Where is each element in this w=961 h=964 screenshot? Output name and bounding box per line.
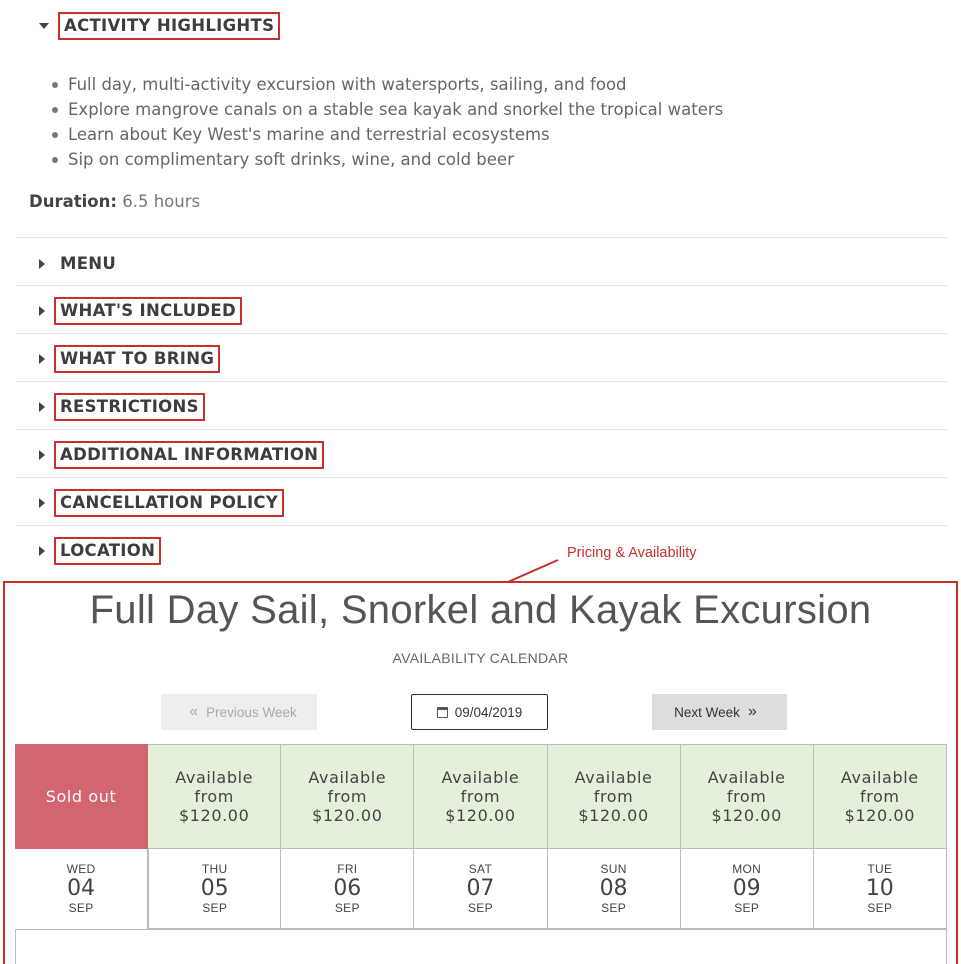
caret-right-icon: [39, 450, 45, 460]
status-text: from: [726, 787, 767, 806]
day-number: 06: [333, 875, 362, 901]
section-what-to-bring[interactable]: [39, 345, 220, 373]
day-date[interactable]: [814, 849, 947, 929]
section-additional-information[interactable]: [39, 441, 324, 469]
annotation-label: Pricing & Availability: [567, 545, 697, 561]
price: $120.00: [711, 806, 782, 825]
previous-week-button[interactable]: [161, 694, 317, 730]
day-of-week: TUE: [867, 861, 893, 876]
availability-message-panel: [15, 929, 947, 964]
price: $120.00: [578, 806, 649, 825]
month: SEP: [202, 900, 228, 915]
day-status-sold-out: [15, 744, 148, 849]
status-text: from: [327, 787, 368, 806]
day-of-week: SUN: [600, 861, 627, 876]
day-date[interactable]: [681, 849, 814, 929]
status-text: from: [194, 787, 234, 806]
previous-week-label: Previous Week: [206, 704, 297, 720]
section-label: RESTRICTIONS: [54, 393, 205, 421]
day-status-available[interactable]: [148, 744, 281, 849]
day-status-available[interactable]: [281, 744, 414, 849]
activity-highlights-toggle[interactable]: [39, 12, 280, 40]
day-of-week: THU: [201, 861, 228, 876]
day-number: 07: [466, 875, 495, 901]
day-date[interactable]: [548, 849, 681, 929]
status-text: Available: [840, 768, 919, 787]
caret-right-icon: [39, 498, 45, 508]
divider: [16, 333, 948, 334]
status-text: from: [593, 787, 634, 806]
duration-value: 6.5 hours: [122, 192, 201, 211]
day-of-week: WED: [66, 862, 96, 876]
caret-right-icon: [39, 546, 45, 556]
tour-title: Full Day Sail, Snorkel and Kayak Excursion: [89, 588, 872, 632]
section-label: WHAT TO BRING: [54, 345, 220, 373]
day-status-available[interactable]: [814, 744, 947, 849]
status-text: Available: [308, 768, 387, 787]
double-chevron-right-icon: »: [747, 703, 757, 720]
divider: [16, 237, 948, 238]
day-number: 05: [200, 875, 229, 901]
day-number: 09: [732, 875, 761, 901]
next-week-label: Next Week: [674, 704, 740, 720]
divider: [16, 477, 948, 478]
day-date[interactable]: [414, 849, 547, 929]
status-text: Available: [175, 768, 254, 787]
price: $120.00: [445, 806, 516, 825]
section-restrictions[interactable]: [39, 393, 205, 421]
section-location[interactable]: [39, 537, 161, 565]
list-item: Explore mangrove canals on a stable sea kayak and snorkel the tropical waters: [48, 97, 723, 122]
day-of-week: SAT: [468, 861, 493, 876]
caret-right-icon: [39, 354, 45, 364]
date-row: [15, 849, 947, 929]
section-label: WHAT'S INCLUDED: [54, 297, 242, 325]
section-label: CANCELLATION POLICY: [54, 489, 284, 517]
month: SEP: [734, 900, 760, 915]
price: $120.00: [312, 806, 383, 825]
calendar-icon: [437, 707, 448, 718]
price: $120.00: [844, 806, 915, 825]
list-item: Full day, multi-activity excursion with watersports, sailing, and food: [48, 72, 723, 97]
day-of-week: FRI: [337, 861, 358, 876]
caret-right-icon: [39, 402, 45, 412]
day-date[interactable]: [281, 849, 414, 929]
status-text: Available: [707, 768, 786, 787]
date-picker[interactable]: [411, 694, 548, 730]
caret-down-icon: [39, 23, 49, 29]
list-item: Learn about Key West's marine and terrestrial ecosystems: [48, 122, 723, 147]
divider: [16, 381, 948, 382]
date-value: 09/04/2019: [454, 704, 523, 720]
status-text: Sold out: [45, 787, 117, 806]
price-row: [15, 744, 947, 849]
month: SEP: [601, 900, 627, 915]
price: $120.00: [178, 806, 250, 825]
divider: [16, 285, 948, 286]
status-text: from: [460, 787, 501, 806]
double-chevron-left-icon: «: [189, 703, 199, 720]
day-number: 08: [599, 875, 628, 901]
section-label: ADDITIONAL INFORMATION: [54, 441, 324, 469]
availability-grid: [15, 744, 947, 929]
section-label: LOCATION: [54, 537, 161, 565]
day-status-available[interactable]: [681, 744, 814, 849]
section-whats-included[interactable]: [39, 297, 242, 325]
day-of-week: MON: [732, 861, 762, 876]
availability-calendar-heading: AVAILABILITY CALENDAR: [392, 650, 569, 666]
month: SEP: [334, 900, 360, 915]
duration-label: Duration:: [29, 192, 117, 211]
month: SEP: [467, 900, 493, 915]
status-text: from: [859, 787, 900, 806]
highlights-list: [48, 72, 723, 172]
status-text: Available: [441, 768, 520, 787]
day-status-available[interactable]: [548, 744, 681, 849]
month: SEP: [68, 901, 94, 915]
activity-highlights-title: ACTIVITY HIGHLIGHTS: [58, 12, 280, 40]
day-date: [15, 849, 148, 929]
duration: [29, 192, 200, 211]
section-cancellation-policy[interactable]: [39, 489, 284, 517]
section-menu[interactable]: [39, 250, 122, 278]
day-number: 10: [865, 875, 894, 901]
divider: [16, 429, 948, 430]
divider: [16, 525, 948, 526]
section-label: MENU: [60, 254, 117, 273]
status-text: Available: [574, 768, 653, 787]
next-week-button[interactable]: [652, 694, 787, 730]
day-date[interactable]: [148, 849, 281, 929]
caret-right-icon: [39, 306, 45, 316]
caret-right-icon: [39, 259, 45, 269]
list-item: Sip on complimentary soft drinks, wine, and cold beer: [48, 147, 723, 172]
day-number: 04: [67, 876, 96, 901]
day-status-available[interactable]: [414, 744, 547, 849]
month: SEP: [867, 900, 893, 915]
